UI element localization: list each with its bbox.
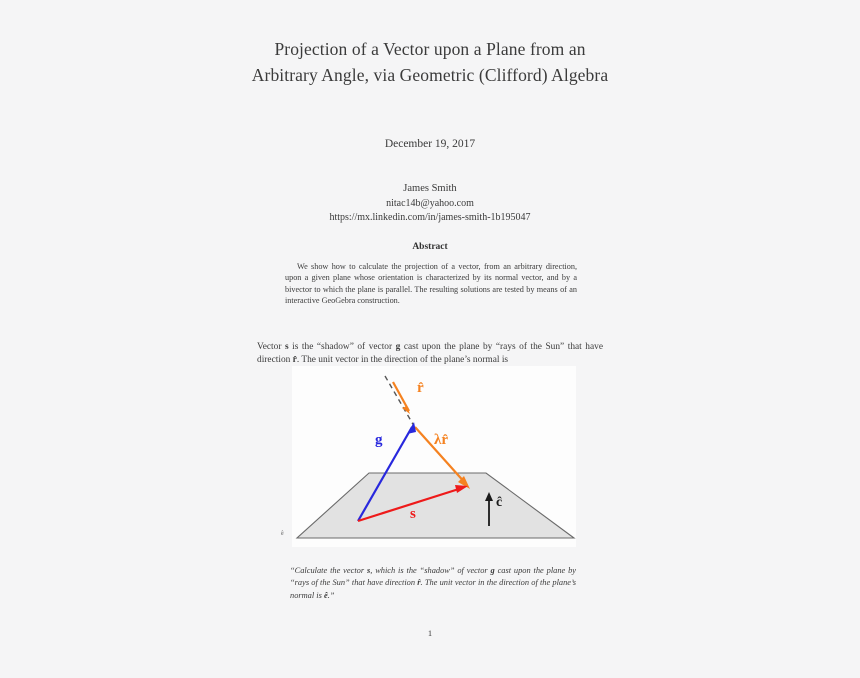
- body-symbol-s: s: [284, 342, 289, 352]
- label-s: s: [410, 506, 416, 522]
- author-block: [0, 182, 860, 226]
- label-g: g: [375, 432, 383, 448]
- abstract-text: We show how to calculate the projection of a vector, from an arbitrary direction, upon a given plane whose orientation is characterized by its normal vector, and by a bivector to which the plane is parallel. The resulting solutions are tested by means of an interactive GeoGebra construction.: [285, 262, 577, 306]
- caption-symbol-s: s: [366, 566, 371, 575]
- label-lambda-r-hat: λr̂: [434, 432, 449, 448]
- caption-part-3: cast upon the plane by “rays of the Sun” that have direction: [290, 566, 576, 588]
- title-line-1: Projection of a Vector upon a Plane from an: [274, 39, 586, 59]
- body-text-part-3: cast upon the plane by “rays of the Sun” that have direction: [257, 342, 603, 366]
- body-text-part-4: . The unit vector in the direction of the plane’s normal is: [296, 355, 509, 366]
- label-c-hat: ĉ: [496, 495, 503, 510]
- figure-corner-label: ê: [281, 531, 284, 537]
- author-name: James Smith: [403, 183, 457, 194]
- document-date: December 19, 2017: [384, 138, 476, 150]
- caption-part-2: , which is the “shadow” of vector: [370, 566, 491, 575]
- page-number: 1: [427, 628, 433, 638]
- caption-symbol-e-hat: ê: [323, 590, 328, 600]
- body-symbol-r-hat: r̂: [292, 355, 297, 366]
- label-r-hat: r̂: [417, 380, 424, 396]
- body-text-part-1: Vector: [257, 342, 285, 352]
- figure-caption: [290, 565, 576, 602]
- caption-part-4: . The unit vector in the direction of the plane’s normal is: [290, 578, 576, 600]
- author-linkedin-url: https://mx.linkedin.com/in/james-smith-1b195047: [329, 212, 531, 223]
- caption-symbol-r-hat: r̂: [417, 578, 421, 588]
- caption-symbol-g: g: [490, 566, 495, 575]
- body-symbol-g: g: [395, 342, 401, 352]
- caption-part-5: .”: [327, 590, 335, 600]
- body-paragraph: [257, 341, 603, 367]
- title-line-2: Arbitrary Angle, via Geometric (Clifford) Algebra: [251, 65, 609, 85]
- page-title: [0, 36, 860, 88]
- vector-projection-figure: [292, 366, 576, 547]
- caption-part-1: “Calculate the vector: [290, 566, 367, 575]
- body-text-part-2: is the “shadow” of vector: [288, 342, 396, 352]
- figure-svg: [292, 366, 576, 547]
- author-email: nitac14b@yahoo.com: [386, 197, 474, 209]
- abstract-heading: Abstract: [412, 242, 448, 252]
